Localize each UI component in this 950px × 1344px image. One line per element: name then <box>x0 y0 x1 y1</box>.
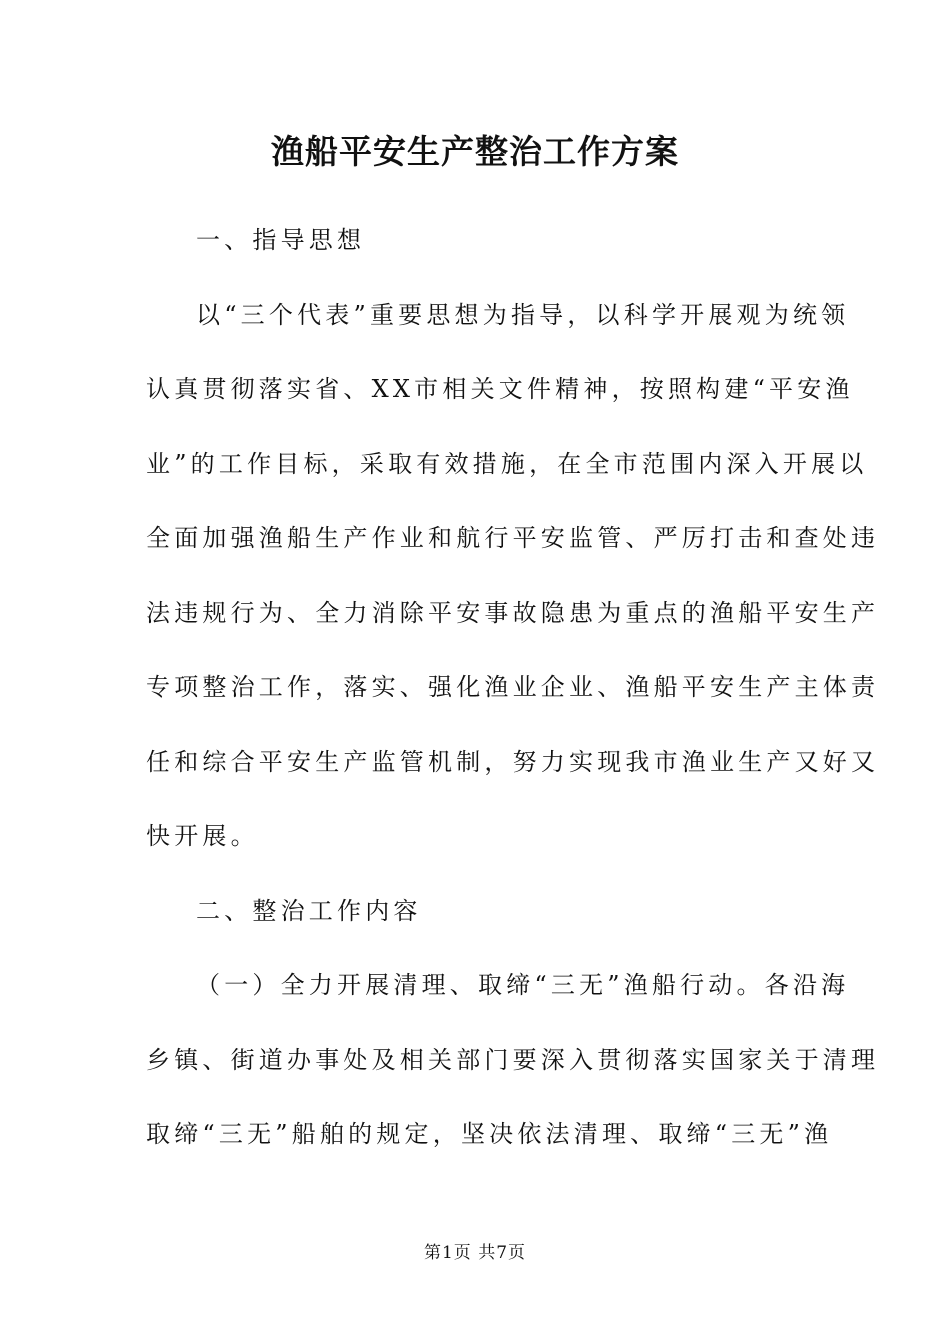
document-title: 渔船平安生产整治工作方案 <box>271 132 679 171</box>
paragraph-line: 专项整治工作，落实、强化渔业企业、渔船平安生产主体责 <box>146 673 880 701</box>
section-heading-guiding-ideology: 一、指导思想 <box>196 226 366 254</box>
paragraph-line: 法违规行为、全力消除平安事故隐患为重点的渔船平安生产 <box>146 598 880 627</box>
document-body <box>146 220 880 1189</box>
paragraph-line: 业”的工作目标，采取有效措施，在全市范围内深入开展以 <box>146 449 868 478</box>
paragraph-line: （一）全力开展清理、取缔“三无”渔船行动。各沿海 <box>196 971 850 999</box>
paragraph-line: 取缔“三无”船舶的规定，坚决依法清理、取缔“三无”渔 <box>146 1120 833 1148</box>
paragraph-line: 以“三个代表”重要思想为指导，以科学开展观为统领 <box>196 300 850 329</box>
paragraph-line: 任和综合平安生产监管机制，努力实现我市渔业生产又好又 <box>146 747 880 776</box>
paragraph-line: 认真贯彻落实省、XX市相关文件精神，按照构建“平安渔 <box>146 375 854 403</box>
paragraph-line: 全面加强渔船生产作业和航行平安监管、严厉打击和查处违 <box>146 524 880 552</box>
section-heading-rectification-content: 二、整治工作内容 <box>196 896 422 925</box>
paragraph-line: 快开展。 <box>146 822 259 850</box>
paragraph-line: 乡镇、街道办事处及相关部门要深入贯彻落实国家关于清理 <box>146 1045 880 1074</box>
page-footer: 第1页 共7页 <box>423 1243 527 1263</box>
